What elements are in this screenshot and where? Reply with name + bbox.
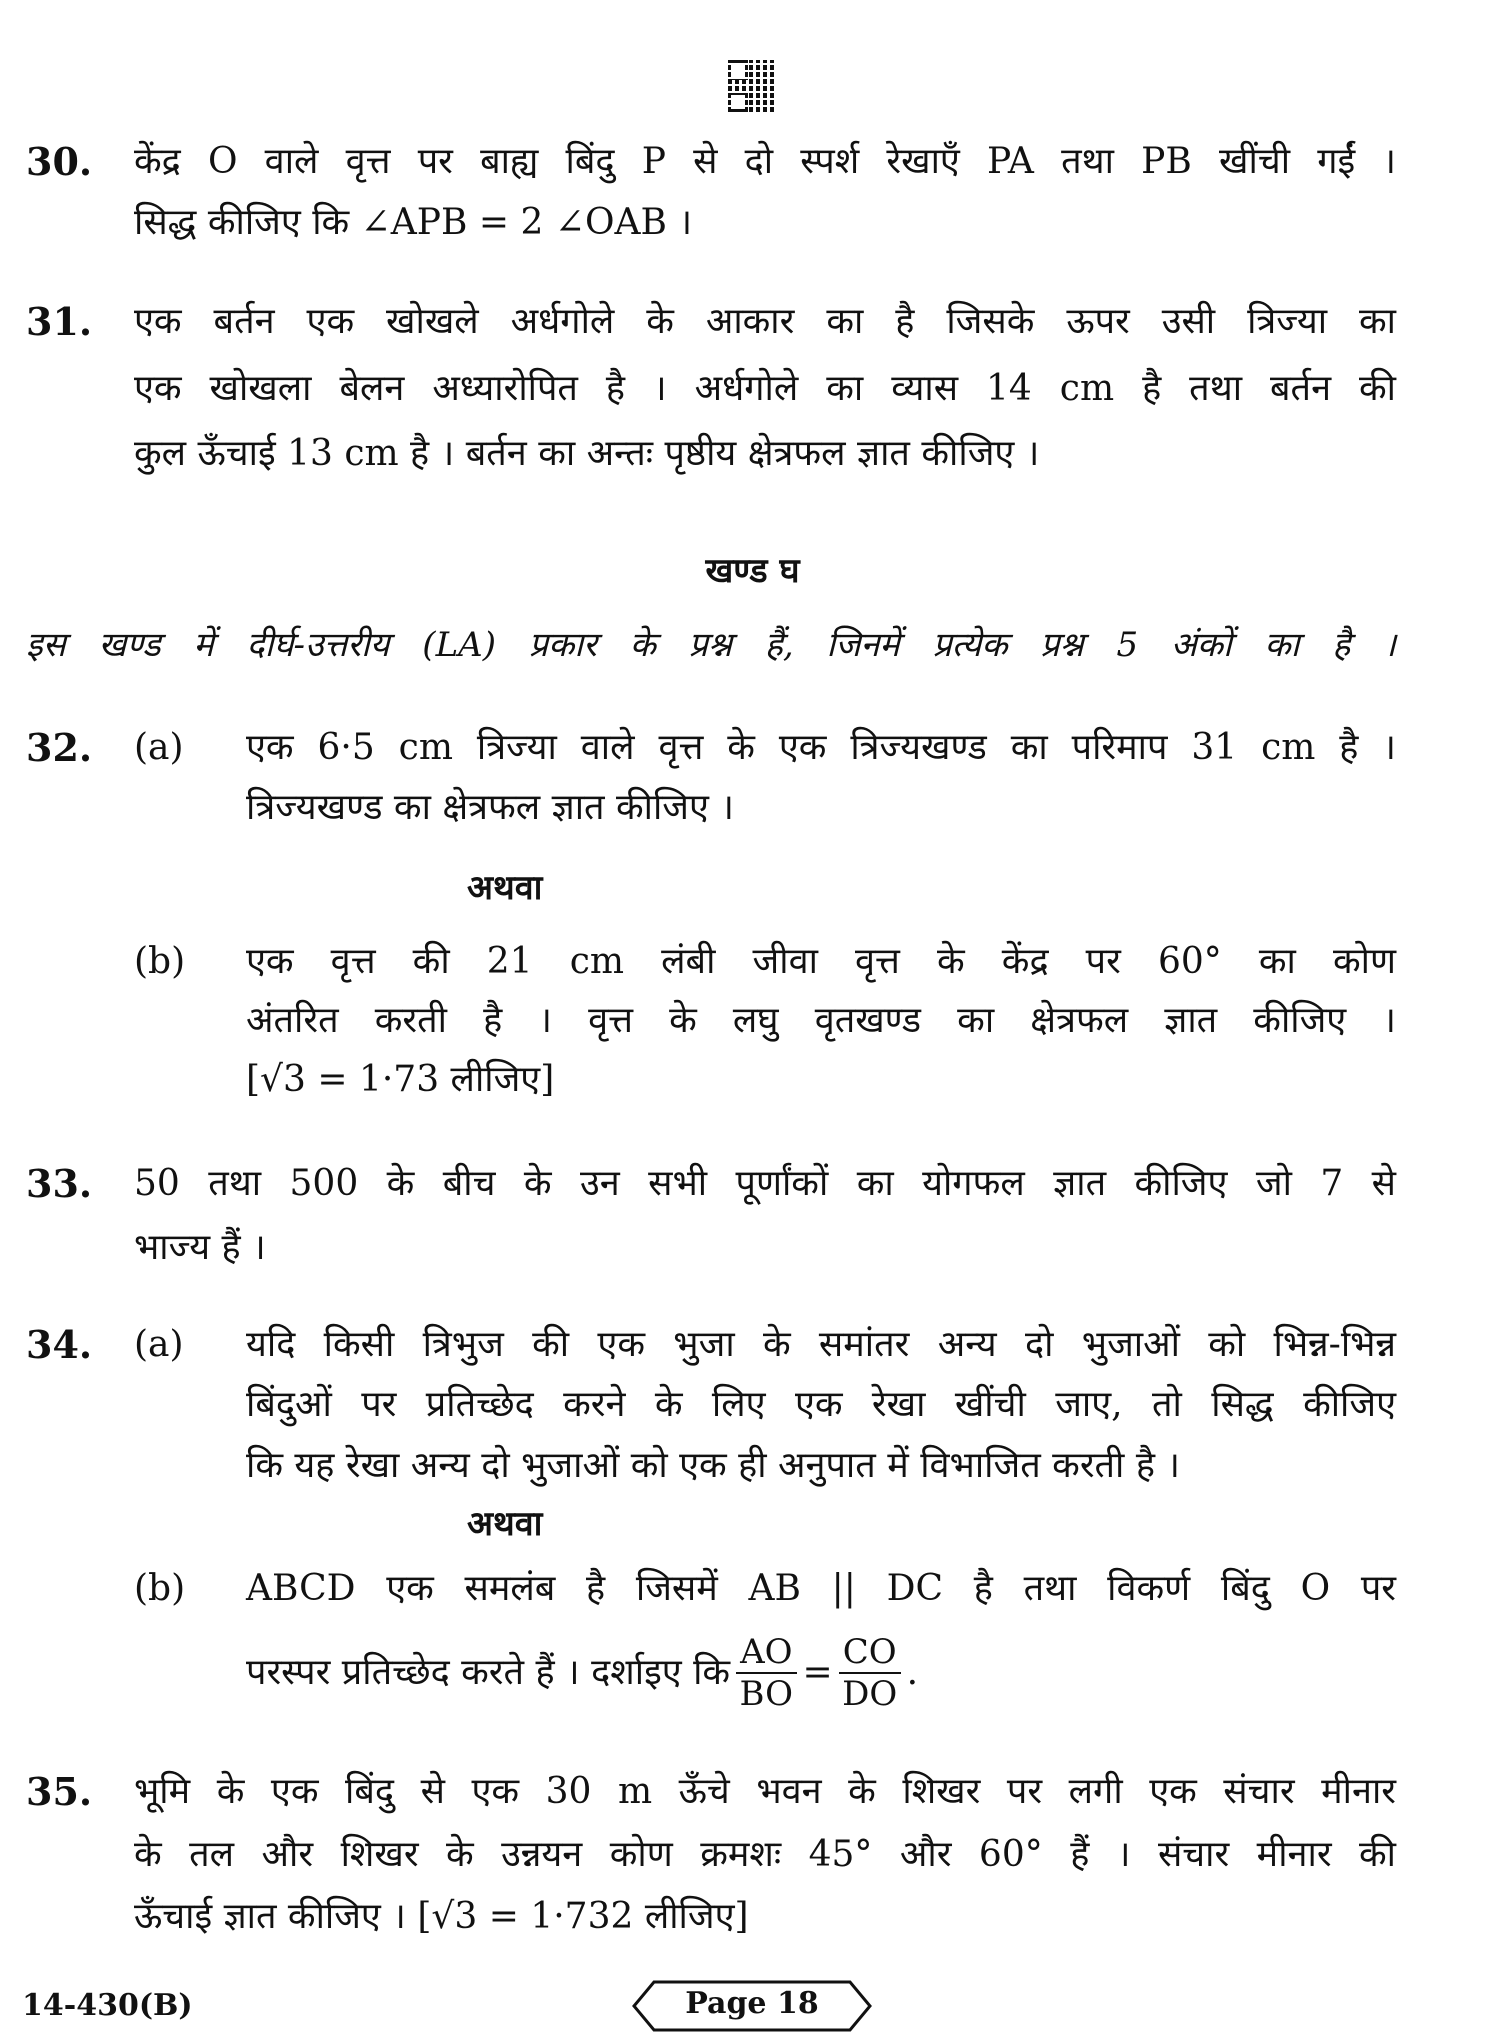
- question-number-35: 35.: [26, 1769, 93, 1814]
- q34-or-label: अथवा: [467, 1504, 543, 1544]
- q31-line-2: एक खोखला बेलन अध्यारोपित है । अर्धगोले का व्यास 14 cm है तथा बर्तन की: [134, 368, 1396, 409]
- q32b-line-2: अंतरित करती है । वृत्त के लघु वृतखण्ड का क्षेत्रफल ज्ञात कीजिए ।: [246, 1000, 1396, 1041]
- q32b-line-3: [√3 = 1·73 लीजिए]: [246, 1059, 555, 1100]
- q35-line-2: के तल और शिखर के उन्नयन कोण क्रमशः 45° और 60° हैं । संचार मीनार की: [134, 1834, 1396, 1875]
- q34a-line-2: बिंदुओं पर प्रतिच्छेद करने के लिए एक रेखा खींची जाए, तो सिद्ध कीजिए: [246, 1384, 1396, 1425]
- qr-code-icon: [728, 60, 776, 112]
- q32-part-a-label: (a): [134, 727, 184, 768]
- equals-sign: =: [802, 1652, 833, 1693]
- q30-line-1: केंद्र O वाले वृत्त पर बाह्य बिंदु P से दो स्पर्श रेखाएँ PA तथा PB खींची गईं ।: [134, 141, 1396, 182]
- question-number-31: 31.: [26, 299, 93, 344]
- fraction-denominator: BO: [739, 1674, 794, 1714]
- q32-part-b-label: (b): [134, 941, 186, 982]
- q34b-line-1: ABCD एक समलंब है जिसमें AB || DC है तथा विकर्ण बिंदु O पर: [246, 1568, 1396, 1609]
- q32b-line-1: एक वृत्त की 21 cm लंबी जीवा वृत्त के केंद्र पर 60° का कोण: [246, 941, 1396, 982]
- page-number-badge: [632, 1980, 872, 2032]
- paper-code: 14-430(B): [22, 1988, 193, 2023]
- question-number-34: 34.: [26, 1322, 93, 1367]
- q34a-line-3: कि यह रेखा अन्य दो भुजाओं को एक ही अनुपात में विभाजित करती है ।: [246, 1445, 1181, 1486]
- q34b-line-2: [246, 1628, 918, 1718]
- period: .: [906, 1652, 919, 1693]
- q30-line-2: सिद्ध कीजिए कि ∠APB = 2 ∠OAB ।: [134, 202, 693, 243]
- question-number-30: 30.: [26, 139, 93, 184]
- question-number-32: 32.: [26, 725, 93, 770]
- q32a-line-1: एक 6·5 cm त्रिज्या वाले वृत्त के एक त्रिज्यखण्ड का परिमाप 31 cm है ।: [246, 727, 1396, 768]
- fraction-denominator: DO: [842, 1674, 898, 1714]
- q31-line-1: एक बर्तन एक खोखले अर्धगोले के आकार का है जिसके ऊपर उसी त्रिज्या का: [134, 301, 1396, 342]
- q34-part-a-label: (a): [134, 1324, 184, 1365]
- q33-line-2: भाज्य हैं ।: [134, 1227, 266, 1268]
- q35-line-1: भूमि के एक बिंदु से एक 30 m ऊँचे भवन के शिखर पर लगी एक संचार मीनार: [134, 1771, 1396, 1812]
- fraction-numerator: CO: [839, 1632, 901, 1674]
- q34a-line-1: यदि किसी त्रिभुज की एक भुजा के समांतर अन्य दो भुजाओं को भिन्न-भिन्न: [246, 1324, 1396, 1365]
- fraction-co-do: [839, 1632, 901, 1714]
- question-number-33: 33.: [26, 1161, 93, 1206]
- fraction-ao-bo: [736, 1632, 796, 1714]
- q32-or-label: अथवा: [467, 868, 543, 908]
- q32a-line-2: त्रिज्यखण्ड का क्षेत्रफल ज्ञात कीजिए ।: [246, 787, 734, 828]
- q33-line-1: 50 तथा 500 के बीच के उन सभी पूर्णांकों का योगफल ज्ञात कीजिए जो 7 से: [134, 1163, 1396, 1204]
- q31-line-3: कुल ऊँचाई 13 cm है । बर्तन का अन्तः पृष्ठीय क्षेत्रफल ज्ञात कीजिए ।: [134, 433, 1040, 474]
- q35-line-3: ऊँचाई ज्ञात कीजिए । [√3 = 1·732 लीजिए]: [134, 1896, 749, 1937]
- q34-part-b-label: (b): [134, 1568, 186, 1609]
- page-number: Page 18: [685, 1986, 819, 2021]
- q34b-line-2-text: परस्पर प्रतिच्छेद करते हैं । दर्शाइए कि: [246, 1652, 731, 1693]
- fraction-numerator: AO: [736, 1632, 796, 1674]
- section-heading: खण्ड घ: [705, 551, 800, 591]
- section-instruction: इस खण्ड में दीर्घ-उत्तरीय (LA) प्रकार के प्रश्न हैं, जिनमें प्रत्येक प्रश्न 5 अंकों का है ।: [26, 625, 1396, 665]
